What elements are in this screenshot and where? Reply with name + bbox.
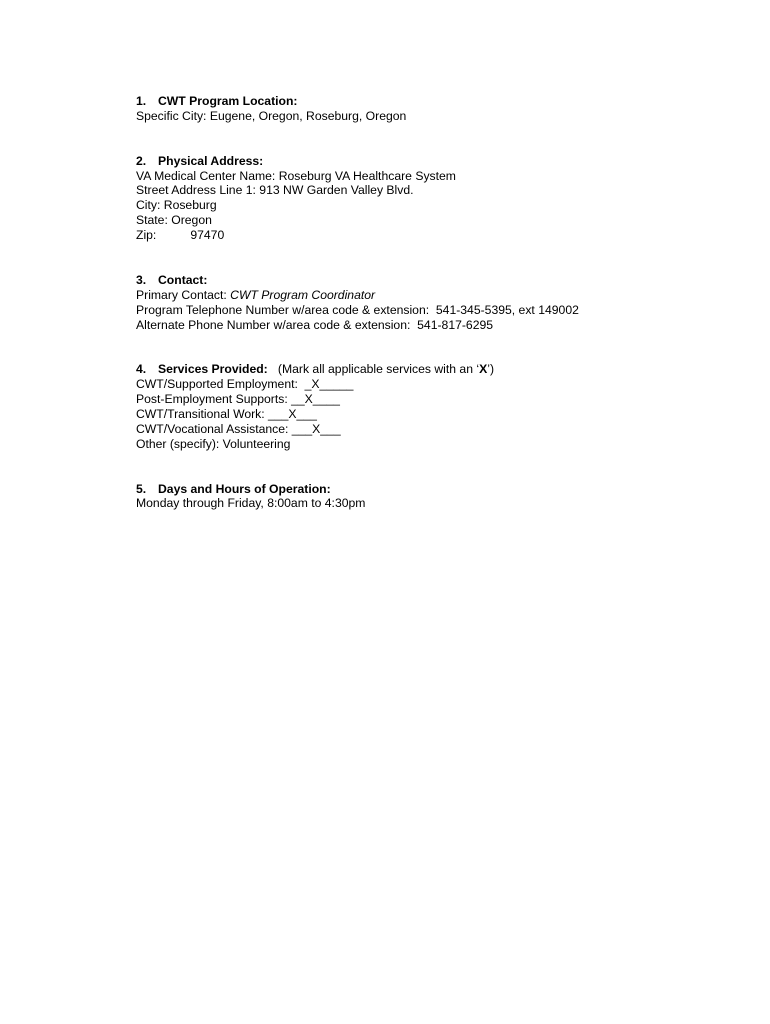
section-heading <box>136 362 736 377</box>
alternate-phone: Alternate Phone Number w/area code & extension: 541-817-6295 <box>136 317 494 332</box>
service-transitional-work: CWT/Transitional Work: ___X___ <box>136 406 317 421</box>
section-number: 3. <box>136 272 147 287</box>
section-contact <box>136 273 736 333</box>
section-services-provided <box>136 362 736 451</box>
street-address: Street Address Line 1: 913 NW Garden Valley Blvd. <box>136 183 414 198</box>
section-number: 5. <box>136 481 147 496</box>
zip-label: Zip: <box>136 228 157 243</box>
section-physical-address <box>136 154 736 243</box>
section-title: Days and Hours of Operation: <box>158 481 331 496</box>
medical-center-name: VA Medical Center Name: Roseburg VA Healthcare System <box>136 168 456 183</box>
specific-city: Specific City: Eugene, Oregon, Roseburg, Oregon <box>136 108 407 123</box>
section-title: Services Provided: <box>158 362 268 377</box>
city: City: Roseburg <box>136 198 217 213</box>
zip-value: 97470 <box>190 228 225 243</box>
instruction-text-pre: (Mark all applicable services with an ‘ <box>267 362 480 377</box>
section-title: Contact: <box>158 272 208 287</box>
instruction-mark: X <box>479 362 488 377</box>
section-number: 1. <box>136 94 147 108</box>
service-supported-employment: CWT/Supported Employment: _X_____ <box>136 377 354 392</box>
primary-contact-row <box>136 288 736 303</box>
section-hours-of-operation <box>136 482 736 512</box>
section-title: CWT Program Location: <box>158 94 298 108</box>
primary-contact-value: CWT Program Coordinator <box>230 287 376 302</box>
program-telephone: Program Telephone Number w/area code & extension: 541-345-5395, ext 149002 <box>136 302 579 317</box>
section-number: 4. <box>136 362 147 377</box>
service-other: Other (specify): Volunteering <box>136 436 291 451</box>
section-title: Physical Address: <box>158 153 264 168</box>
service-vocational-assistance: CWT/Vocational Assistance: ___X___ <box>136 421 341 436</box>
state: State: Oregon <box>136 213 212 228</box>
primary-contact-label: Primary Contact: <box>136 287 231 302</box>
section-heading <box>136 94 736 109</box>
section-program-location <box>136 94 736 124</box>
hours-text: Monday through Friday, 8:00am to 4:30pm <box>136 496 366 511</box>
section-heading <box>136 273 736 288</box>
zip-row <box>136 228 736 243</box>
document-page <box>136 94 736 511</box>
services-instruction <box>268 362 494 376</box>
instruction-text-post: ’) <box>487 362 495 377</box>
section-number: 2. <box>136 153 147 168</box>
service-post-employment: Post-Employment Supports: __X____ <box>136 392 340 407</box>
section-heading <box>136 482 736 497</box>
section-heading <box>136 154 736 169</box>
